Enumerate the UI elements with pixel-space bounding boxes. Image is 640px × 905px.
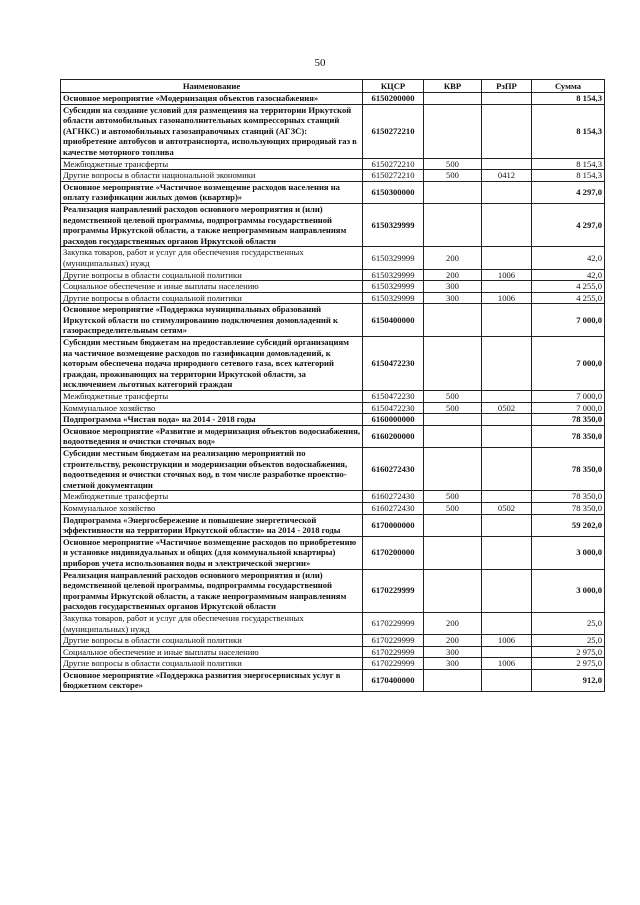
row-kvr-cell: 200 — [424, 247, 482, 269]
row-kcsr-cell: 6170229999 — [363, 612, 424, 634]
row-sum-cell: 2 975,0 — [532, 658, 605, 670]
row-name-cell: Основное мероприятие «Частичное возмещение расходов по приобретению и установке индивидуальных и общих (для коммунальной квартиры) приборов учета использования воды и электрической энергии» — [61, 536, 363, 569]
page-number: 50 — [314, 57, 326, 69]
row-sum-cell: 2 975,0 — [532, 646, 605, 658]
table-row — [61, 425, 605, 447]
row-kvr-cell — [424, 414, 482, 426]
table-row — [61, 247, 605, 269]
row-sum-cell: 8 154,3 — [532, 158, 605, 170]
row-name-cell: Межбюджетные трансферты — [61, 491, 363, 503]
row-sum-cell: 78 350,0 — [532, 502, 605, 514]
row-name-cell: Субсидии местным бюджетам на предоставление субсидий организациям на частичное возмещение расходов по газификации домовладений, к которым обеспечена подача природного сетевого газа, всех категорий граждан, проживающих на территории Иркутской области, за исключением льготных категорий граждан — [61, 337, 363, 391]
row-kvr-cell: 500 — [424, 491, 482, 503]
row-kvr-cell — [424, 448, 482, 491]
row-sum-cell: 78 350,0 — [532, 448, 605, 491]
row-kvr-cell — [424, 536, 482, 569]
table-row — [61, 304, 605, 337]
row-name-cell: Реализация направлений расходов основного мероприятия и (или) ведомственной целевой программы, подпрограммы государственной программы Иркутской области, а также непрограммным направлениям расходов государственных органов Иркутской области — [61, 569, 363, 612]
row-sum-cell: 25,0 — [532, 612, 605, 634]
row-name-cell: Основное мероприятие «Частичное возмещение расходов населения на оплату газификации жилых домов (квартир)» — [61, 181, 363, 203]
row-rzpr-cell — [482, 414, 532, 426]
row-kvr-cell — [424, 425, 482, 447]
row-rzpr-cell: 1006 — [482, 635, 532, 647]
row-kvr-cell: 500 — [424, 502, 482, 514]
row-sum-cell: 78 350,0 — [532, 425, 605, 447]
row-rzpr-cell: 0502 — [482, 502, 532, 514]
table-row — [61, 269, 605, 281]
row-rzpr-cell — [482, 304, 532, 337]
table-row — [61, 292, 605, 304]
row-name-cell: Основное мероприятие «Модернизация объектов газоснабжения» — [61, 93, 363, 105]
row-kvr-cell — [424, 203, 482, 246]
row-sum-cell: 7 000,0 — [532, 402, 605, 414]
table-row — [61, 414, 605, 426]
row-kcsr-cell: 6160200000 — [363, 425, 424, 447]
row-kcsr-cell: 6160272430 — [363, 448, 424, 491]
table-row — [61, 93, 605, 105]
row-kcsr-cell: 6160272430 — [363, 491, 424, 503]
table-row — [61, 502, 605, 514]
row-sum-cell: 7 000,0 — [532, 391, 605, 403]
row-name-cell: Основное мероприятие «Поддержка развития энергосервисных услуг в бюджетном секторе» — [61, 669, 363, 691]
table-row — [61, 658, 605, 670]
row-rzpr-cell: 0502 — [482, 402, 532, 414]
row-kvr-cell — [424, 181, 482, 203]
row-kcsr-cell: 6170229999 — [363, 569, 424, 612]
table-row — [61, 612, 605, 634]
row-name-cell: Другие вопросы в области социальной политики — [61, 269, 363, 281]
row-sum-cell: 3 000,0 — [532, 569, 605, 612]
row-kvr-cell — [424, 104, 482, 158]
row-rzpr-cell — [482, 391, 532, 403]
row-rzpr-cell — [482, 514, 532, 536]
row-sum-cell: 59 202,0 — [532, 514, 605, 536]
row-rzpr-cell — [482, 181, 532, 203]
row-rzpr-cell — [482, 158, 532, 170]
row-rzpr-cell — [482, 247, 532, 269]
row-rzpr-cell — [482, 646, 532, 658]
row-rzpr-cell — [482, 448, 532, 491]
row-kvr-cell: 500 — [424, 170, 482, 182]
row-name-cell: Основное мероприятие «Развитие и модернизация объектов водоснабжения, водоотведения и очистки сточных вод» — [61, 425, 363, 447]
row-kcsr-cell: 6160272430 — [363, 502, 424, 514]
row-kcsr-cell: 6170229999 — [363, 635, 424, 647]
row-name-cell: Другие вопросы в области национальной экономики — [61, 170, 363, 182]
row-name-cell: Межбюджетные трансферты — [61, 158, 363, 170]
row-kcsr-cell: 6150329999 — [363, 247, 424, 269]
row-kcsr-cell: 6150329999 — [363, 281, 424, 293]
table-row — [61, 646, 605, 658]
row-sum-cell: 8 154,3 — [532, 104, 605, 158]
row-name-cell: Коммунальное хозяйство — [61, 502, 363, 514]
row-rzpr-cell — [482, 337, 532, 391]
row-kvr-cell: 300 — [424, 281, 482, 293]
row-name-cell: Субсидии местным бюджетам на реализацию мероприятий по строительству, реконструкции и модернизации объектов водоснабжения, водоотведения и очистки сточных вод, в том числе разработке проектно-сметной документации — [61, 448, 363, 491]
row-kcsr-cell: 6150200000 — [363, 93, 424, 105]
row-sum-cell: 912,0 — [532, 669, 605, 691]
row-kvr-cell: 500 — [424, 391, 482, 403]
row-kcsr-cell: 6150472230 — [363, 402, 424, 414]
row-kcsr-cell: 6170229999 — [363, 646, 424, 658]
row-kcsr-cell: 6170000000 — [363, 514, 424, 536]
row-rzpr-cell: 1006 — [482, 658, 532, 670]
row-rzpr-cell: 1006 — [482, 269, 532, 281]
row-sum-cell: 8 154,3 — [532, 170, 605, 182]
row-sum-cell: 4 297,0 — [532, 203, 605, 246]
row-rzpr-cell — [482, 669, 532, 691]
row-rzpr-cell — [482, 93, 532, 105]
row-name-cell: Реализация направлений расходов основного мероприятия и (или) ведомственной целевой программы, подпрограммы государственной программы Иркутской области, а также непрограммным направлениям расходов государственных органов Иркутской области — [61, 203, 363, 246]
row-rzpr-cell — [482, 425, 532, 447]
row-kcsr-cell: 6150472230 — [363, 391, 424, 403]
table-row — [61, 514, 605, 536]
row-kvr-cell — [424, 569, 482, 612]
table-row — [61, 158, 605, 170]
row-name-cell: Подпрограмма «Чистая вода» на 2014 - 2018 годы — [61, 414, 363, 426]
row-kcsr-cell: 6150300000 — [363, 181, 424, 203]
row-sum-cell: 4 255,0 — [532, 281, 605, 293]
table-row — [61, 391, 605, 403]
row-kvr-cell: 200 — [424, 612, 482, 634]
table-row — [61, 181, 605, 203]
row-kcsr-cell: 6150329999 — [363, 203, 424, 246]
table-row — [61, 669, 605, 691]
row-kvr-cell: 300 — [424, 658, 482, 670]
row-name-cell: Подпрограмма «Энергосбережение и повышение энергетической эффективности на территории Иркутской области» на 2014 - 2018 годы — [61, 514, 363, 536]
row-kvr-cell — [424, 669, 482, 691]
row-rzpr-cell — [482, 569, 532, 612]
row-rzpr-cell: 0412 — [482, 170, 532, 182]
row-kvr-cell: 300 — [424, 292, 482, 304]
table-row — [61, 536, 605, 569]
table-row — [61, 203, 605, 246]
row-kvr-cell: 200 — [424, 635, 482, 647]
row-name-cell: Социальное обеспечение и иные выплаты населению — [61, 281, 363, 293]
row-name-cell: Субсидии на создание условий для размещения на территории Иркутской области автомобильных газонаполнительных компрессорных станций (АГНКС) и автомобильных газозаправочных станций (АГЗС): приобретение автобусов и автотранспорта, использующих природный газ в качестве моторного топлива — [61, 104, 363, 158]
row-kcsr-cell: 6170229999 — [363, 658, 424, 670]
row-rzpr-cell — [482, 536, 532, 569]
row-rzpr-cell — [482, 491, 532, 503]
row-name-cell: Социальное обеспечение и иные выплаты населению — [61, 646, 363, 658]
table-body — [61, 93, 605, 692]
row-name-cell: Основное мероприятие «Поддержка муниципальных образований Иркутской области по стимулированию подключения домовладений к газораспределительным сетям» — [61, 304, 363, 337]
row-rzpr-cell: 1006 — [482, 292, 532, 304]
row-sum-cell: 7 000,0 — [532, 304, 605, 337]
table-header-row — [61, 80, 605, 93]
row-name-cell: Другие вопросы в области социальной политики — [61, 658, 363, 670]
row-sum-cell: 7 000,0 — [532, 337, 605, 391]
table-row — [61, 448, 605, 491]
row-rzpr-cell — [482, 612, 532, 634]
row-kcsr-cell: 6150329999 — [363, 292, 424, 304]
header-kvr: КВР — [424, 80, 482, 93]
row-rzpr-cell — [482, 104, 532, 158]
row-sum-cell: 78 350,0 — [532, 491, 605, 503]
row-name-cell: Коммунальное хозяйство — [61, 402, 363, 414]
row-kcsr-cell: 6150272210 — [363, 158, 424, 170]
row-kvr-cell — [424, 93, 482, 105]
row-sum-cell: 25,0 — [532, 635, 605, 647]
row-name-cell: Закупка товаров, работ и услуг для обеспечения государственных (муниципальных) нужд — [61, 247, 363, 269]
row-kcsr-cell: 6150472230 — [363, 337, 424, 391]
row-rzpr-cell — [482, 281, 532, 293]
row-kcsr-cell: 6170400000 — [363, 669, 424, 691]
row-kcsr-cell: 6160000000 — [363, 414, 424, 426]
budget-table — [60, 79, 605, 692]
table-row — [61, 337, 605, 391]
row-kcsr-cell: 6170200000 — [363, 536, 424, 569]
header-sum: Сумма — [532, 80, 605, 93]
row-sum-cell: 4 255,0 — [532, 292, 605, 304]
row-sum-cell: 3 000,0 — [532, 536, 605, 569]
row-kvr-cell: 300 — [424, 646, 482, 658]
row-name-cell: Закупка товаров, работ и услуг для обеспечения государственных (муниципальных) нужд — [61, 612, 363, 634]
row-rzpr-cell — [482, 203, 532, 246]
row-kvr-cell — [424, 304, 482, 337]
table-row — [61, 104, 605, 158]
header-name: Наименование — [61, 80, 363, 93]
row-kcsr-cell: 6150400000 — [363, 304, 424, 337]
row-kcsr-cell: 6150329999 — [363, 269, 424, 281]
row-sum-cell: 42,0 — [532, 247, 605, 269]
row-name-cell: Другие вопросы в области социальной политики — [61, 292, 363, 304]
row-name-cell: Другие вопросы в области социальной политики — [61, 635, 363, 647]
header-kcsr: КЦСР — [363, 80, 424, 93]
table-row — [61, 569, 605, 612]
row-kvr-cell: 500 — [424, 402, 482, 414]
row-sum-cell: 4 297,0 — [532, 181, 605, 203]
row-kcsr-cell: 6150272210 — [363, 170, 424, 182]
header-rzpr: РзПР — [482, 80, 532, 93]
row-kvr-cell — [424, 514, 482, 536]
table-row — [61, 635, 605, 647]
row-kvr-cell: 200 — [424, 269, 482, 281]
row-sum-cell: 78 350,0 — [532, 414, 605, 426]
table-row — [61, 281, 605, 293]
table-row — [61, 170, 605, 182]
table-row — [61, 402, 605, 414]
table-row — [61, 491, 605, 503]
row-sum-cell: 42,0 — [532, 269, 605, 281]
row-name-cell: Межбюджетные трансферты — [61, 391, 363, 403]
row-sum-cell: 8 154,3 — [532, 93, 605, 105]
row-kvr-cell — [424, 337, 482, 391]
row-kcsr-cell: 6150272210 — [363, 104, 424, 158]
row-kvr-cell: 500 — [424, 158, 482, 170]
